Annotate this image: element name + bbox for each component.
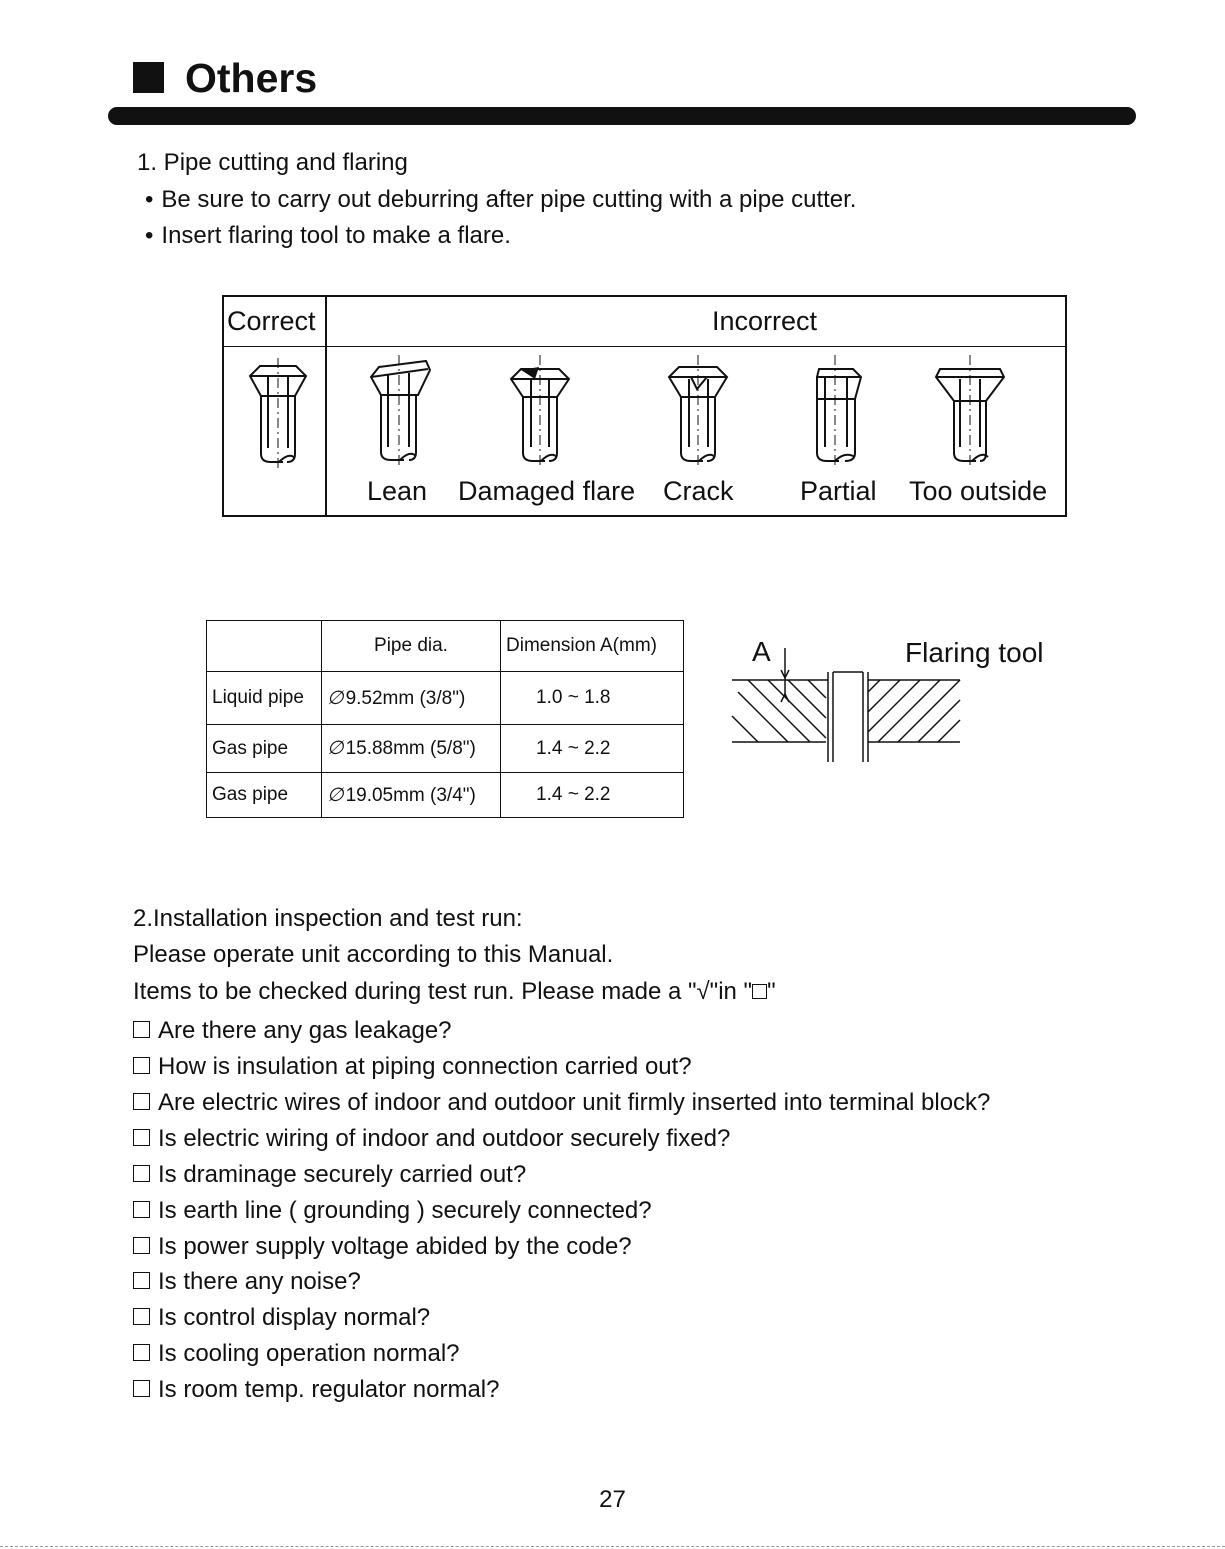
checklist-item bbox=[133, 1016, 452, 1046]
checklist-item bbox=[133, 1196, 652, 1226]
dia-value: 15.88mm (5/8") bbox=[345, 738, 476, 759]
table-cell-dia bbox=[322, 773, 501, 818]
checkbox[interactable] bbox=[133, 1308, 150, 1325]
checkbox[interactable] bbox=[133, 1165, 150, 1182]
table-cell-dia bbox=[322, 672, 501, 725]
table-header-cell: Dimension A(mm) bbox=[501, 621, 684, 672]
checklist-item-text: How is insulation at piping connection carried out? bbox=[158, 1053, 692, 1080]
section2-heading: 2.Installation inspection and test run: bbox=[133, 905, 523, 932]
checkbox[interactable] bbox=[133, 1021, 150, 1038]
bullet-text: Be sure to carry out deburring after pipe cutting with a pipe cutter. bbox=[161, 186, 857, 213]
checklist-item bbox=[133, 1052, 692, 1082]
lean-flare-figure bbox=[366, 355, 436, 467]
checkbox[interactable] bbox=[133, 1237, 150, 1254]
checklist-item-text: Is there any noise? bbox=[158, 1268, 361, 1295]
dia-value: 19.05mm (3/4") bbox=[345, 784, 476, 806]
table-row bbox=[207, 672, 684, 725]
section1-heading: 1. Pipe cutting and flaring bbox=[137, 149, 408, 176]
diameter-icon: ∅ bbox=[327, 784, 344, 806]
line2-text: Items to be checked during test run. Please made a " bbox=[133, 978, 697, 1005]
correct-flare-figure bbox=[243, 358, 313, 470]
dimension-table bbox=[206, 620, 684, 818]
flare-label-partial: Partial bbox=[800, 476, 877, 506]
checkbox[interactable] bbox=[133, 1344, 150, 1361]
crack-flare-figure bbox=[663, 355, 733, 467]
page-title: Others bbox=[185, 55, 318, 101]
page-number: 27 bbox=[599, 1486, 626, 1513]
line2-text: " bbox=[767, 978, 776, 1005]
checkbox[interactable] bbox=[133, 1201, 150, 1218]
bullet-text: Insert flaring tool to make a flare. bbox=[161, 222, 511, 249]
title-divider bbox=[108, 107, 1136, 125]
checklist-item-text: Is power supply voltage abided by the code? bbox=[158, 1233, 632, 1260]
flare-label-too-outside: Too outside bbox=[909, 476, 1048, 506]
diameter-icon: ∅ bbox=[327, 738, 344, 759]
table-cell-dia bbox=[322, 725, 501, 773]
checklist-item bbox=[133, 1339, 460, 1369]
table-row bbox=[207, 773, 684, 818]
table-cell-pipe: Liquid pipe bbox=[207, 672, 322, 725]
flare-label-crack: Crack bbox=[663, 476, 734, 506]
partial-flare-figure bbox=[805, 355, 875, 467]
diameter-icon: ∅ bbox=[327, 687, 344, 709]
flaring-tool-label: Flaring tool bbox=[905, 637, 1044, 668]
dimension-a-label: A bbox=[752, 636, 771, 667]
table-cell-dim: 1.4 ~ 2.2 bbox=[501, 725, 684, 773]
checkbox[interactable] bbox=[133, 1380, 150, 1397]
flare-table-divider bbox=[325, 295, 327, 515]
table-cell-dim: 1.4 ~ 2.2 bbox=[501, 773, 684, 818]
table-cell-pipe: Gas pipe bbox=[207, 773, 322, 818]
flare-label-lean: Lean bbox=[367, 476, 428, 506]
checklist-item-text: Is draminage securely carried out? bbox=[158, 1161, 527, 1188]
checklist-item bbox=[133, 1160, 526, 1190]
checkbox[interactable] bbox=[133, 1093, 150, 1110]
incorrect-header: Incorrect bbox=[712, 306, 818, 336]
checkbox[interactable] bbox=[133, 1057, 150, 1074]
checkbox-icon bbox=[752, 984, 767, 999]
line2-text: "in " bbox=[709, 978, 753, 1005]
dia-value: 9.52mm (3/8") bbox=[345, 687, 466, 709]
checklist-item-text: Is room temp. regulator normal? bbox=[158, 1376, 500, 1403]
table-cell-dim: 1.0 ~ 1.8 bbox=[501, 672, 684, 725]
checklist-item-text: Are there any gas leakage? bbox=[158, 1017, 452, 1044]
section2-line1: Please operate unit according to this Manual. bbox=[133, 941, 614, 968]
flare-table-header-rule bbox=[222, 346, 1065, 347]
bottom-rule bbox=[0, 1546, 1225, 1547]
checklist-item bbox=[133, 1303, 430, 1333]
checklist-item bbox=[133, 1375, 499, 1405]
table-header-row bbox=[207, 621, 684, 672]
section1-bullet bbox=[145, 221, 511, 251]
too-outside-flare-figure bbox=[932, 355, 1012, 467]
table-cell-pipe: Gas pipe bbox=[207, 725, 322, 773]
checklist-item-text: Is cooling operation normal? bbox=[158, 1340, 460, 1367]
table-row bbox=[207, 725, 684, 773]
checklist-item-text: Are electric wires of indoor and outdoor unit firmly inserted into terminal block? bbox=[158, 1089, 991, 1116]
checklist-item bbox=[133, 1088, 990, 1118]
check-mark-icon: √ bbox=[696, 978, 710, 1005]
table-header-cell bbox=[207, 621, 322, 672]
section1-bullet bbox=[145, 185, 856, 215]
flaring-tool-diagram bbox=[728, 640, 968, 765]
section2-line2 bbox=[133, 977, 776, 1007]
checklist-item-text: Is control display normal? bbox=[158, 1304, 431, 1331]
checklist-item bbox=[133, 1232, 632, 1262]
correct-header: Correct bbox=[227, 306, 316, 336]
title-square-icon bbox=[133, 62, 164, 93]
checklist-item-text: Is electric wiring of indoor and outdoor securely fixed? bbox=[158, 1125, 731, 1152]
checklist-item bbox=[133, 1124, 730, 1154]
checkbox[interactable] bbox=[133, 1129, 150, 1146]
flare-label-damaged: Damaged flare bbox=[458, 476, 636, 506]
checkbox[interactable] bbox=[133, 1272, 150, 1289]
damaged-flare-figure bbox=[505, 355, 575, 467]
checklist-item-text: Is earth line ( grounding ) securely connected? bbox=[158, 1197, 652, 1224]
table-header-cell: Pipe dia. bbox=[322, 621, 501, 672]
checklist-item bbox=[133, 1267, 361, 1297]
